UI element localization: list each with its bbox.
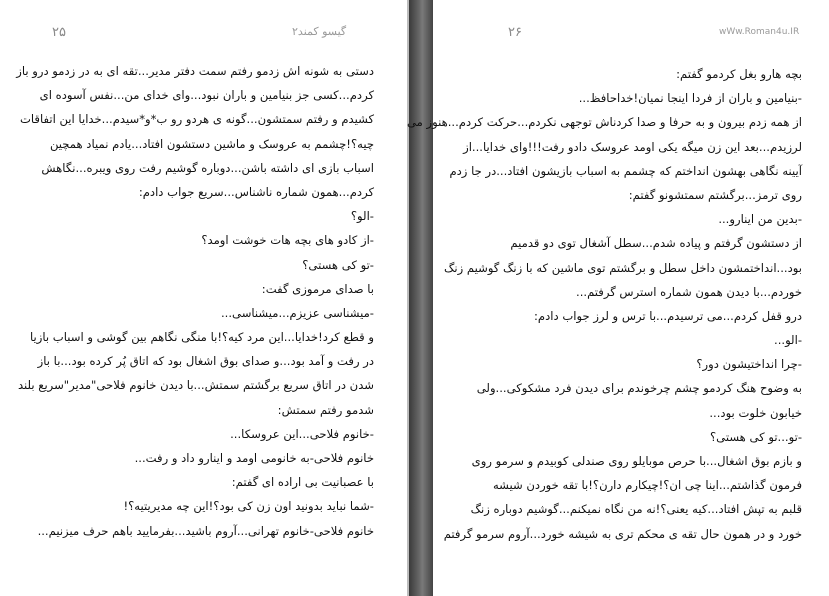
text-line: خورد و در همون حال تقه ی محکم تری به شیشه خورد...آروم سرمو گرفتم <box>443 526 802 541</box>
text-line: از دستشون گرفتم و پیاده شدم...سطل آشغال توی دو قدمیم <box>510 236 802 251</box>
text-line: فرمون گذاشتم...اینا چی ان؟!چیکارم دارن؟!با تقه خوردن شیشه <box>492 478 802 493</box>
text-line: به وضوح هنگ کردمو چشم چرخوندم برای دیدن فرد مشکوکی...ولی <box>476 381 802 396</box>
text-line: و بازم بوق اشغال...با حرص موبایلو روی صندلی کوبیدم و سرمو روی <box>471 454 802 468</box>
left-page-text <box>16 59 374 543</box>
text-line: -الو؟ <box>350 209 374 224</box>
text-line: با عصبانیت بی اراده ای گفتم: <box>231 475 374 490</box>
text-line: روی ترمز...برگشتم سمتشونو گفتم: <box>628 187 802 202</box>
text-line: دستی به شونه اش زدمو رفتم سمت دفتر مدیر...تقه ای به در زدمو درو باز <box>16 64 374 78</box>
text-line: -چرا انداختیشون دور؟ <box>696 357 802 372</box>
text-line: -میشناسی عزیزم...میشناسی... <box>220 305 374 320</box>
left-page-number: ۲۵ <box>52 25 66 40</box>
text-line: خانوم فلاحی-خانوم تهرانی...آروم باشید...بفرمایید باهم حرف میزنیم... <box>37 523 374 538</box>
text-line: -تو...تو کی هستی؟ <box>710 429 802 444</box>
text-line: شدمو رفتم سمتش: <box>277 402 374 417</box>
text-line: -الو... <box>774 333 802 348</box>
text-line: از همه زدم بیرون و به حرفا و صدا کردناش توجهی نکردم...حرکت کردم...هنوز می <box>406 115 802 130</box>
text-line: کردم...همون شماره ناشناس...سریع جواب دادم: <box>138 184 374 199</box>
right-header-site: wWw.Roman4u.IR <box>719 27 800 37</box>
text-line: -تو کی هستی؟ <box>302 257 374 272</box>
text-line: شدن در اتاق سریع برگشتم سمتش...با دیدن خانوم فلاحی"مدیر"سریع بلند <box>17 378 374 393</box>
text-line: کشیدم و رفتم سمتشون...گونه ی هردو رو ب*و*سیدم...خدایا این اتفاقات <box>19 112 374 127</box>
text-line: خیابون خلوت بود... <box>709 405 802 420</box>
text-line: -از کادو های بچه هات خوشت اومد؟ <box>201 233 374 248</box>
text-line: بچه هارو بغل کردمو گفتم: <box>676 67 802 81</box>
text-line: خانوم فلاحی-به خانومی اومد و اینارو داد و رفت... <box>134 451 374 465</box>
right-page-text <box>406 62 802 546</box>
text-line: بود...انداختمشون داخل سطل و برگشتم توی ماشین که با زنگ گوشیم زنگ <box>444 260 802 275</box>
text-line: -بدین من اینارو... <box>718 212 802 227</box>
text-line: کردم...کسی جز بنیامین و باران نبود...وای خدای من...نفس آسوده ای <box>39 88 374 103</box>
left-header-title: گیسو کمند۲ <box>292 25 347 38</box>
text-line: چیه؟!چشمم به عروسک و ماشین دستشون افتاد...یادم نمیاد همچین <box>49 136 374 151</box>
text-line: درو قفل کردم...می ترسیدم...با ترس و لرز جواب دادم: <box>534 308 802 323</box>
text-line: قلبم به تپش افتاد...کیه یعنی؟!نه من نگاه نمیکنم...گوشیم دوباره زنگ <box>470 502 802 517</box>
text-line: -شما نباید بدونید اون زن کی بود؟!این چه مدیریتیه؟! <box>123 499 374 514</box>
text-line: و قطع کرد!خدایا...این مرد کیه؟!با منگی نگاهم بین گوشی و اسباب بازیا <box>29 330 374 345</box>
text-line: در رفت و آمد بود...و صدای بوق اشغال بود که اتاق پُر کرده بود...با باز <box>37 354 374 369</box>
right-page-number: ۲۶ <box>508 25 522 40</box>
book-spine <box>409 0 433 596</box>
text-line: با صدای مرموزی گفت: <box>261 281 374 296</box>
text-line: خوردم...با دیدن همون شماره استرس گرفتم... <box>576 284 802 299</box>
text-line: -بنیامین و باران از فردا اینجا نمیان!خداحافظ... <box>578 91 802 106</box>
text-line: آیینه نگاهی بهشون انداختم که چشمم به اسباب بازیشون افتاد...در جا زدم <box>449 163 802 178</box>
text-line: -خانوم فلاحی...این عروسکا... <box>230 426 374 441</box>
text-line: لرزیدم...بعد این زن میگه یکی اومد عروسک دادو رفت!!!وای خدایا...از <box>463 139 802 154</box>
text-line: اسباب بازی ای داشته باشن...دوباره گوشیم رفت روی ویبره...نگاهش <box>41 160 374 175</box>
